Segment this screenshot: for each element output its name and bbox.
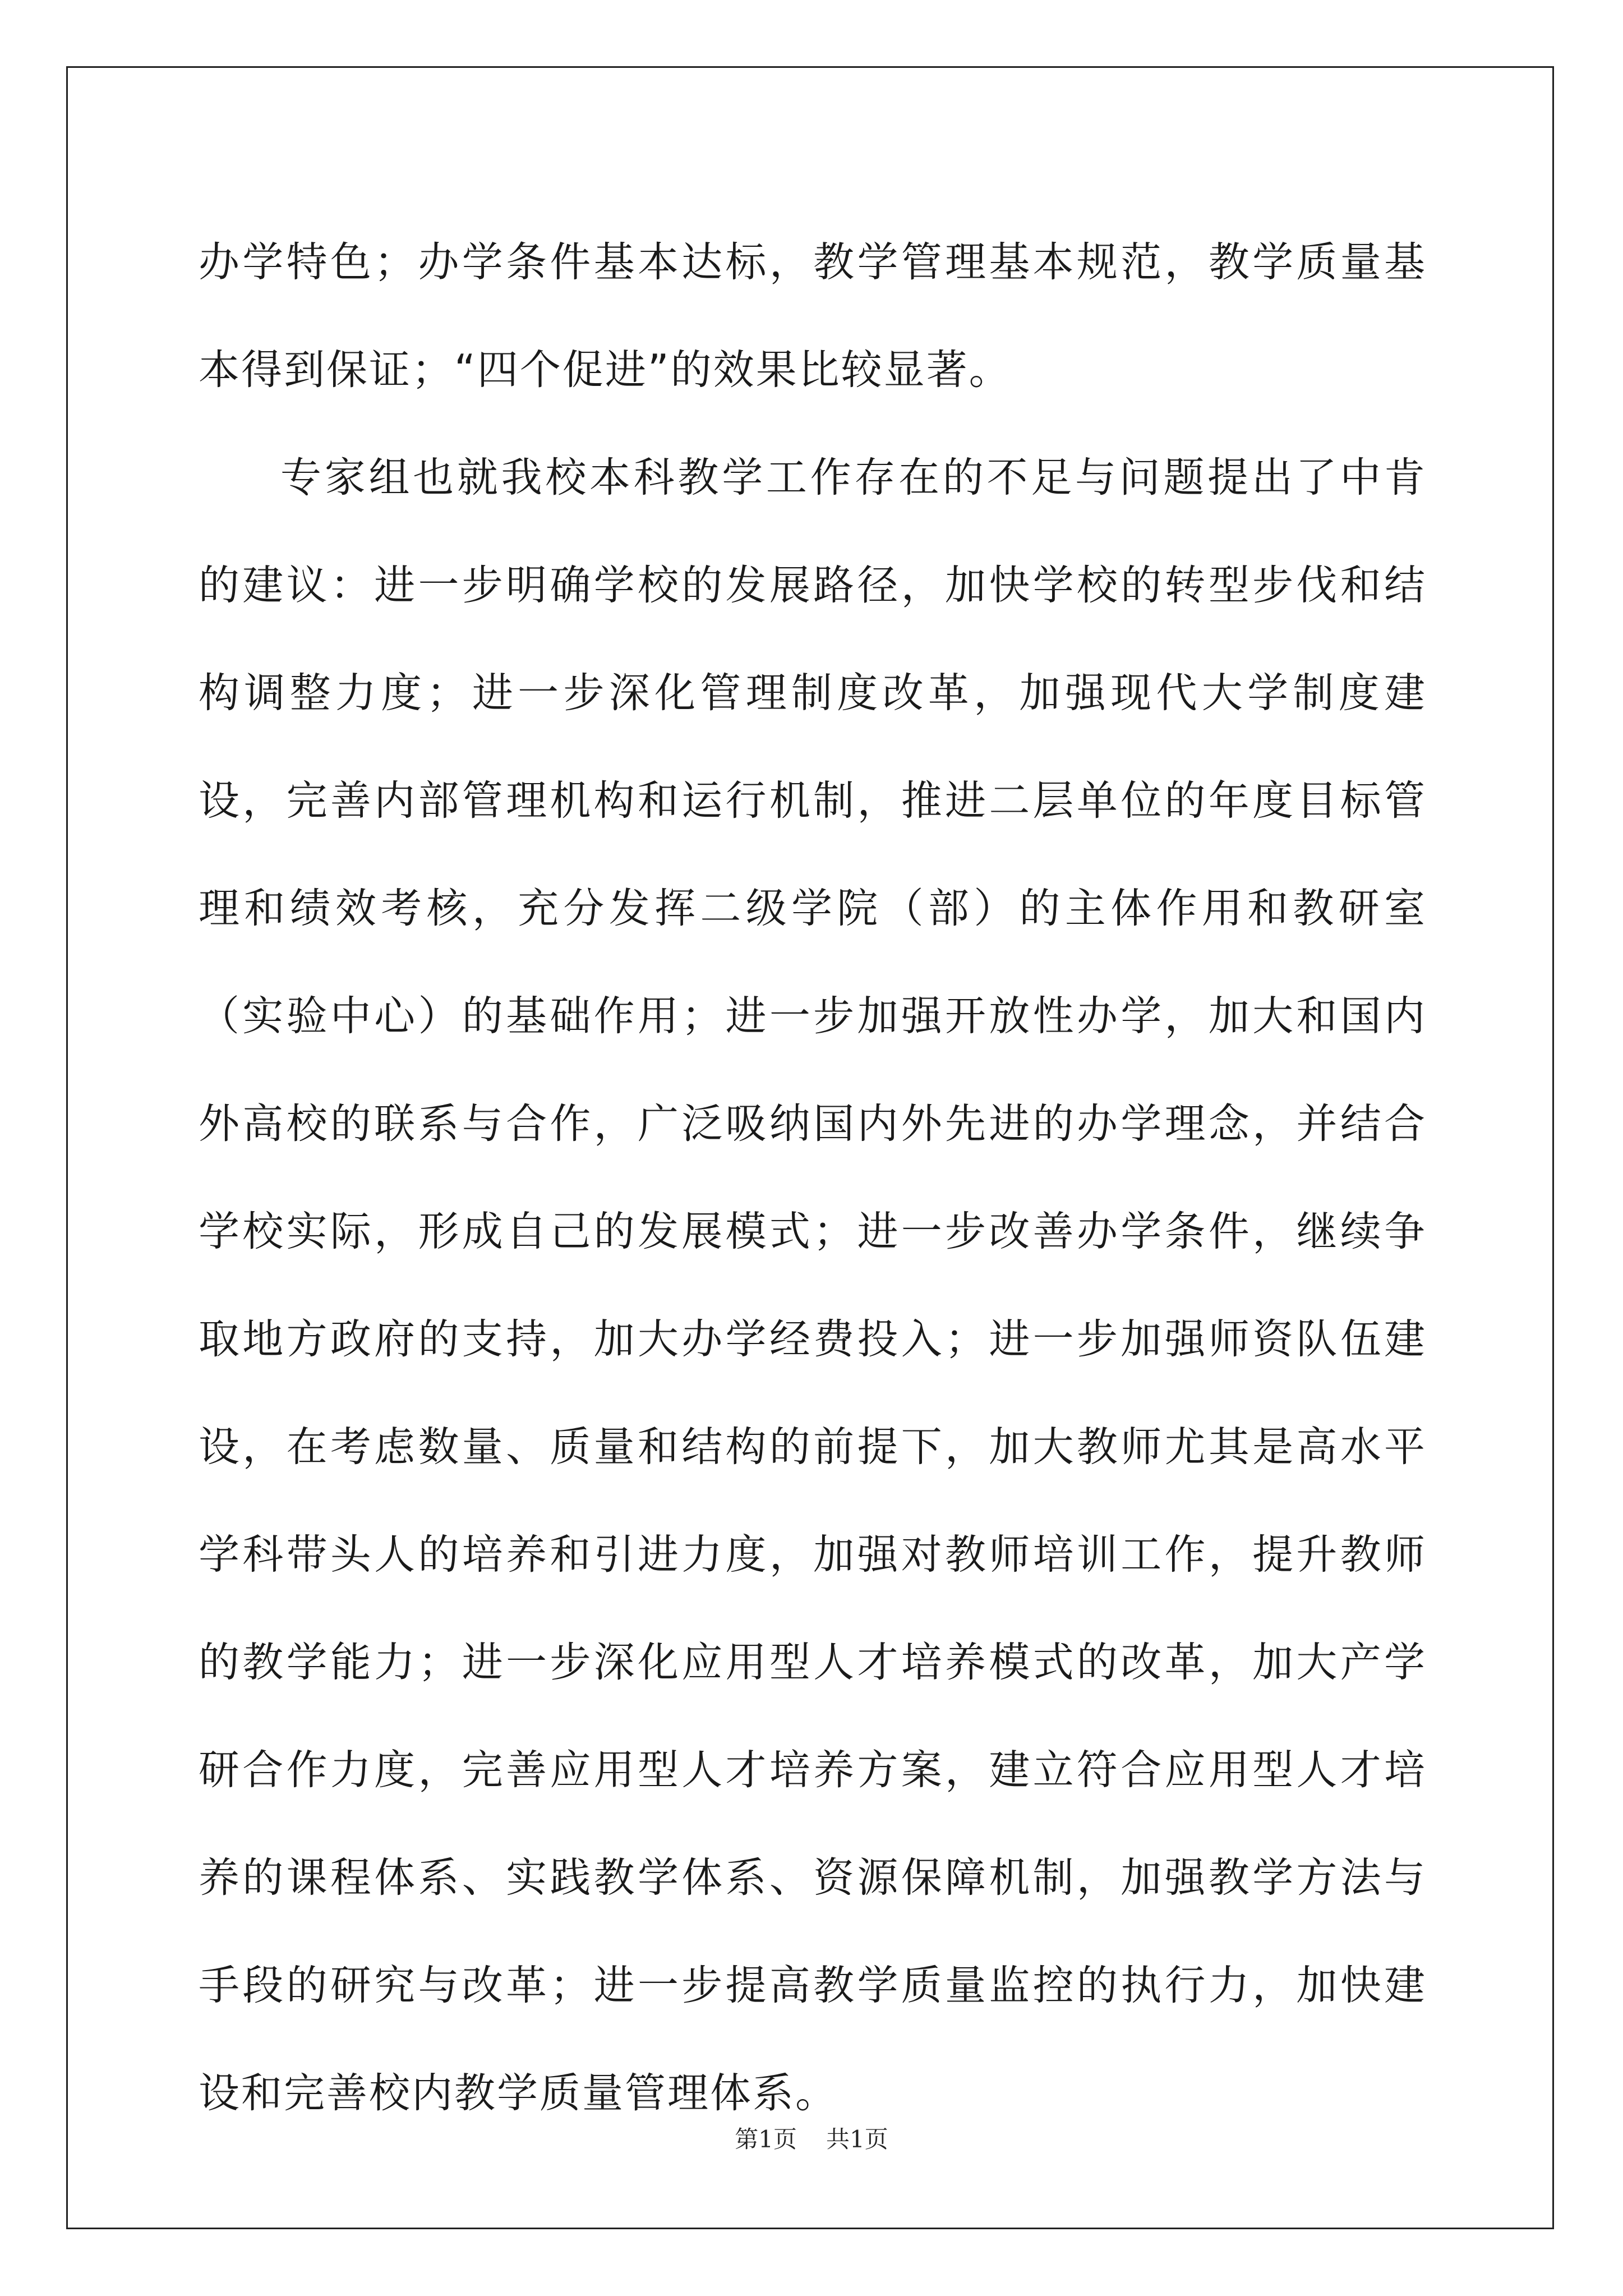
page-footer bbox=[0, 2123, 1623, 2156]
page-total: 共1页 bbox=[826, 2125, 888, 2153]
page-number: 第1页 bbox=[735, 2125, 797, 2153]
paragraph-1: 办学特色；办学条件基本达标，教学管理基本规范，教学质量基本得到保证；“四个促进”的效果比较显著。 bbox=[199, 238, 1427, 394]
paragraph-2: 专家组也就我校本科教学工作存在的不足与问题提出了中肯的建议：进一步明确学校的发展路径，加快学校的转型步伐和结构调整力度；进一步深化管理制度改革，加强现代大学制度建设，完善内部管理机构和运行机制，推进二层单位的年度目标管理和绩效考核，充分发挥二级学院（部）的主体作用和教研室（实验中心）的基础作用；进一步加强开放性办学，加大和国内外高校的联系与合作，广泛吸纳国内外先进的办学理念，并结合学校实际，形成自己的发展模式；进一步改善办学条件，继续争取地方政府的支持，加大办学经费投入；进一步加强师资队伍建设，在考虑数量、质量和结构的前提下，加大教师尤其是高水平学科带头人的培养和引进力度，加强对教师培训工作，提升教师的教学能力；进一步深化应用型人才培养模式的改革，加大产学研合作力度，完善应用型人才培养方案，建立符合应用型人才培养的课程体系、实践教学体系、资源保障机制，加强教学方法与手段的研究与改革；进一步提高教学质量监控的执行力，加快建设和完善校内教学质量管理体系。 bbox=[199, 454, 1427, 2117]
document-body bbox=[199, 209, 1427, 2147]
